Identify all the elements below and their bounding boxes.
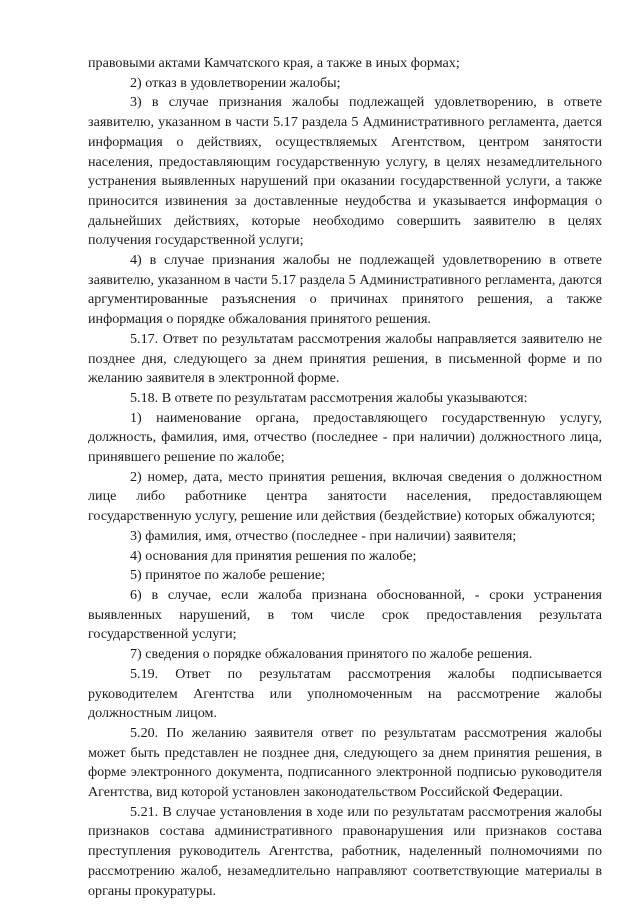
- document-body: [88, 54, 602, 901]
- paragraph: 5.21. В случае установления в ходе или по результатам рассмотрения жалобы признаков состава административного правонарушения или признаков состава преступления руководитель Агентства, работник, наделенный полномочиями по рассмотрению жалоб, незамедлительно направляют соответствующие материалы в органы прокуратуры.: [88, 803, 602, 899]
- paragraph: 2) отказ в удовлетворении жалобы;: [130, 74, 341, 91]
- continuation-paragraph: правовыми актами Камчатского края, а также в иных формах;: [88, 55, 460, 71]
- paragraph: 6) в случае, если жалоба признана обоснованной, - сроки устранения выявленных нарушений, в том числе срок предоставления результата государственной услуги;: [88, 586, 602, 643]
- paragraph: 5.18. В ответе по результатам рассмотрения жалобы указываются:: [130, 389, 528, 406]
- paragraph: 1) наименование органа, предоставляющего государственную услугу, должность, фамилия, имя, отчество (последнее - при наличии) должностного лица, принявшего решение по жалобе;: [88, 409, 602, 466]
- paragraph: 5.19. Ответ по результатам рассмотрения жалобы подписывается руководителем Агентства или уполномоченным на рассмотрение жалобы должностным лицом.: [88, 665, 602, 722]
- paragraph: 3) фамилия, имя, отчество (последнее - при наличии) заявителя;: [130, 527, 517, 544]
- paragraph: 5.20. По желанию заявителя ответ по результатам рассмотрения жалобы может быть представлен не позднее дня, следующего за днем принятия решения, в форме электронного документа, подписанного электронной подписью руководителя Агентства, вид которой установлен законодательством Российской Федерации.: [88, 724, 602, 801]
- paragraph: 7) сведения о порядке обжалования принятого по жалобе решения.: [130, 646, 533, 663]
- paragraph: 2) номер, дата, место принятия решения, включая сведения о должностном лице либо работнике центра занятости населения, предоставляющем государственную услугу, решение или действия (бездействие) которых обжалуются;: [88, 468, 602, 525]
- paragraph: 4) основания для принятия решения по жалобе;: [130, 547, 417, 564]
- paragraph: 5) принятое по жалобе решение;: [130, 567, 326, 584]
- paragraph: 5.17. Ответ по результатам рассмотрения жалобы направляется заявителю не позднее дня, следующего за днем принятия решения, в письменной форме и по желанию заявителя в электронной форме.: [88, 330, 602, 387]
- paragraph: 4) в случае признания жалобы не подлежащей удовлетворению в ответе заявителю, указанном в части 5.17 раздела 5 Административного регламента, даются аргументированные разъяснения о причинах принятого решения, а также информация о порядке обжалования принятого решения.: [88, 252, 602, 328]
- paragraph: 3) в случае признания жалобы подлежащей удовлетворению, в ответе заявителю, указанном в части 5.17 раздела 5 Административного регламента, дается информация о действиях, осуществляемых Агентством, центром занятости населения, предоставляющим государственную услугу, в целях незамедлительного устранения выявленных нарушений при оказании государственной услуги, а также приносится извинения за доставленные неудобства и указывается информация о дальнейших действиях, которые необходимо совершить заявителю в целях получения государственной услуги;: [88, 94, 602, 249]
